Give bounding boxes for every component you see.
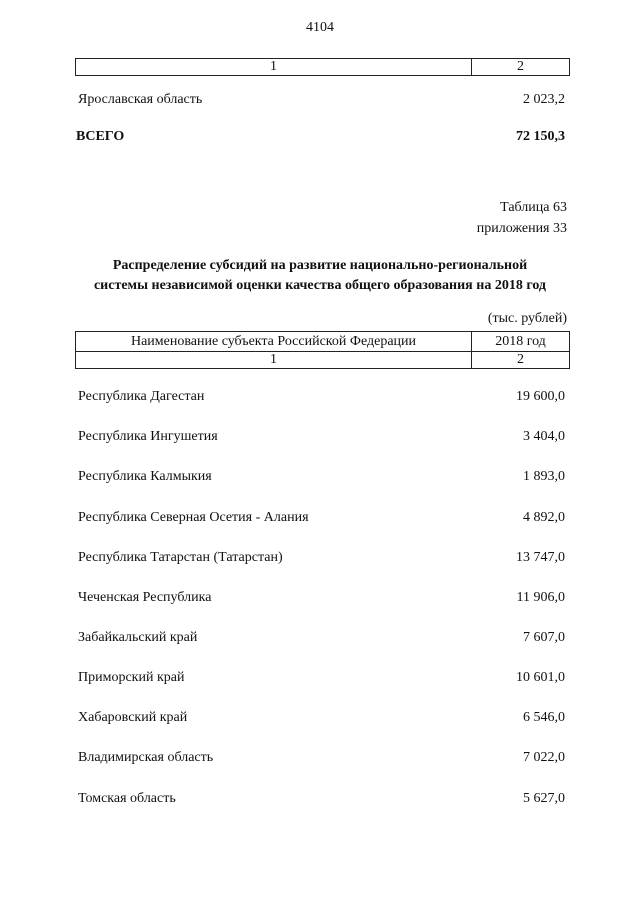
total-value: 72 150,3 xyxy=(516,129,565,144)
page-number: 4104 xyxy=(306,20,334,35)
table-row xyxy=(75,550,565,570)
table-row xyxy=(75,389,565,409)
top-col1-number: 1 xyxy=(76,59,472,76)
table-row xyxy=(75,590,565,610)
title-line1: Распределение субсидий на развитие национально-региональной xyxy=(112,258,528,273)
region-value: 7 022,0 xyxy=(523,750,565,765)
region-name: Томская область xyxy=(78,791,176,806)
region-value: 3 404,0 xyxy=(523,429,565,444)
top-table-header xyxy=(75,58,570,76)
top-col2-number: 2 xyxy=(472,59,570,76)
region-name: Забайкальский край xyxy=(78,630,198,645)
region-value: 19 600,0 xyxy=(516,389,565,404)
table-row xyxy=(75,510,565,530)
table-label-line1: Таблица 63 xyxy=(500,200,567,215)
units-note: (тыс. рублей) xyxy=(487,311,567,326)
region-name: Республика Калмыкия xyxy=(78,469,212,484)
table-label xyxy=(477,197,567,239)
region-value: 13 747,0 xyxy=(516,550,565,565)
main-table-header xyxy=(75,331,570,369)
table-row xyxy=(75,710,565,730)
region-value: 11 906,0 xyxy=(516,590,565,605)
table-row xyxy=(75,791,565,811)
num-col2: 2 xyxy=(472,352,570,369)
title-line2: системы независимой оценки качества общего образования на 2018 год xyxy=(93,278,547,293)
region-name: Республика Северная Осетия - Алания xyxy=(78,510,309,525)
total-label: ВСЕГО xyxy=(76,129,125,144)
region-value: 1 893,0 xyxy=(523,469,565,484)
table-label-line2: приложения 33 xyxy=(476,221,567,236)
region-name: Ярославская область xyxy=(78,92,203,107)
region-value: 10 601,0 xyxy=(516,670,565,685)
table-row xyxy=(75,429,565,449)
region-value: 2 023,2 xyxy=(523,92,565,107)
region-value: 4 892,0 xyxy=(523,510,565,525)
total-row xyxy=(75,129,565,149)
table-row xyxy=(75,750,565,770)
region-value: 5 627,0 xyxy=(523,791,565,806)
table-row xyxy=(75,92,565,112)
region-name: Владимирская область xyxy=(78,750,214,765)
num-col1: 1 xyxy=(76,352,472,369)
region-name: Республика Татарстан (Татарстан) xyxy=(78,550,283,565)
document-title xyxy=(60,256,580,296)
region-value: 7 607,0 xyxy=(523,630,565,645)
region-name: Республика Дагестан xyxy=(78,389,205,404)
region-name: Хабаровский край xyxy=(78,710,188,725)
table-row xyxy=(75,469,565,489)
table-row xyxy=(75,670,565,690)
region-name: Республика Ингушетия xyxy=(78,429,218,444)
region-name: Чеченская Республика xyxy=(78,590,212,605)
header-col2: 2018 год xyxy=(472,332,570,352)
table-row xyxy=(75,630,565,650)
header-col1: Наименование субъекта Российской Федерации xyxy=(76,332,472,352)
region-name: Приморский край xyxy=(78,670,185,685)
region-value: 6 546,0 xyxy=(523,710,565,725)
